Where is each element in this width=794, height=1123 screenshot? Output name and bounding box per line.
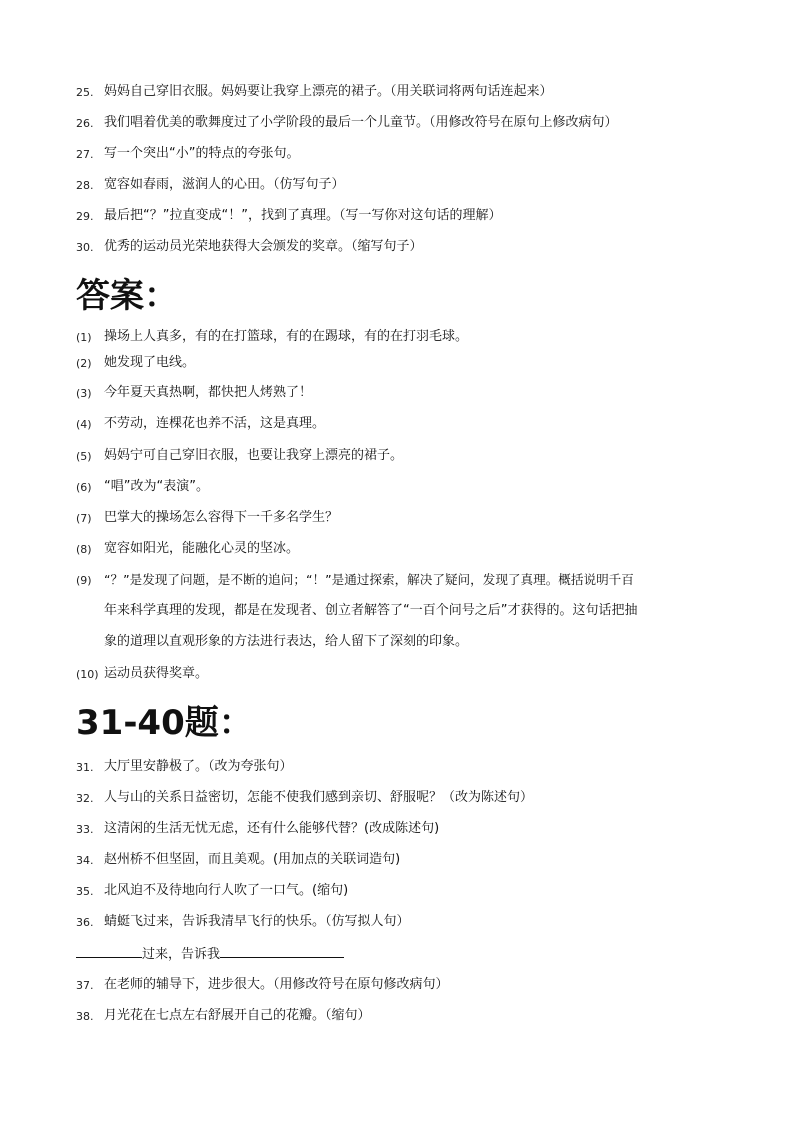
blank-underline[interactable] [220,945,344,958]
answer-number: (7) [76,512,92,525]
question-text: 大厅里安静极了。（改为夸张句） [104,759,293,774]
answer-number: (9) [76,574,92,587]
question-number: 29. [76,210,94,223]
answer-9-continuation: 年来科学真理的发现，都是在发现者、创立者解答了“一百个问号之后”才获得的。这句话把抽 [104,603,638,618]
answer-number: (1) [76,331,92,344]
question-text: 最后把“？”拉直变成“！”，找到了真理。（写一写你对这句话的理解） [104,208,502,223]
answers-heading: 答案： [76,276,178,316]
question-number: 25. [76,86,94,99]
question-text: 我们唱着优美的歌舞度过了小学阶段的最后一个儿童节。（用修改符号在原句上修改病句） [104,115,618,130]
answer-number: (5) [76,450,92,463]
fill-in-text: 过来，告诉我 [142,947,221,962]
question-text: 这清闲的生活无忧无虑，还有什么能够代替？(改成陈述句) [104,821,440,836]
fill-in-line [76,945,344,963]
answer-text: 巴掌大的操场怎么容得下一千多名学生？ [104,510,339,525]
question-text: 在老师的辅导下，进步很大。（用修改符号在原句修改病句） [104,977,449,992]
answer-number: (3) [76,387,92,400]
answer-text: 宽容如阳光，能融化心灵的坚冰。 [104,541,300,556]
question-text: 宽容如春雨，滋润人的心田。（仿写句子） [104,177,345,192]
answer-number: (8) [76,543,92,556]
answer-text: “？”是发现了问题，是不断的追问；“！”是通过探索，解决了疑问，发现了真理。概括说明千百 [104,572,634,587]
question-text: 人与山的关系日益密切，怎能不使我们感到亲切、舒服呢？（改为陈述句） [104,790,534,805]
answer-number: (10) [76,668,99,681]
question-text: 蜻蜓飞过来，告诉我清早飞行的快乐。（仿写拟人句） [104,914,410,929]
answer-number: (2) [76,357,92,370]
answer-text: 妈妈宁可自己穿旧衣服，也要让我穿上漂亮的裙子。 [104,448,404,463]
question-number: 38. [76,1010,94,1023]
question-number: 27. [76,148,94,161]
question-text: 月光花在七点左右舒展开自己的花瓣。（缩句） [104,1008,371,1023]
answer-text: 她发现了电线。 [104,355,196,370]
answer-text: 今年夏天真热啊，都快把人烤熟了！ [104,385,313,400]
question-number: 35. [76,885,94,898]
question-number: 31. [76,761,94,774]
answer-text: “唱”改为“表演”。 [104,479,209,494]
question-number: 30. [76,241,94,254]
question-text: 妈妈自己穿旧衣服。妈妈要让我穿上漂亮的裙子。（用关联词将两句话连起来） [104,84,553,99]
section-heading: 31-40题： [76,703,253,743]
blank-underline[interactable] [76,945,142,958]
question-number: 28. [76,179,94,192]
question-text: 北风迫不及待地向行人吹了一口气。(缩句) [104,883,349,898]
question-text: 赵州桥不但坚固，而且美观。(用加点的关联词造句) [104,852,401,867]
answer-number: (6) [76,481,92,494]
answer-text: 不劳动，连棵花也养不活，这是真理。 [104,416,326,431]
answer-text: 操场上人真多，有的在打篮球，有的在踢球，有的在打羽毛球。 [104,329,469,344]
question-number: 36. [76,916,94,929]
answer-number: (4) [76,418,92,431]
question-text: 写一个突出“小”的特点的夸张句。 [104,146,300,161]
question-number: 32. [76,792,94,805]
question-number: 26. [76,117,94,130]
question-number: 34. [76,854,94,867]
answer-9-continuation: 象的道理以直观形象的方法进行表达，给人留下了深刻的印象。 [104,634,469,649]
answer-text: 运动员获得奖章。 [104,666,209,681]
question-number: 37. [76,979,94,992]
question-number: 33. [76,823,94,836]
question-text: 优秀的运动员光荣地获得大会颁发的奖章。（缩写句子） [104,239,423,254]
